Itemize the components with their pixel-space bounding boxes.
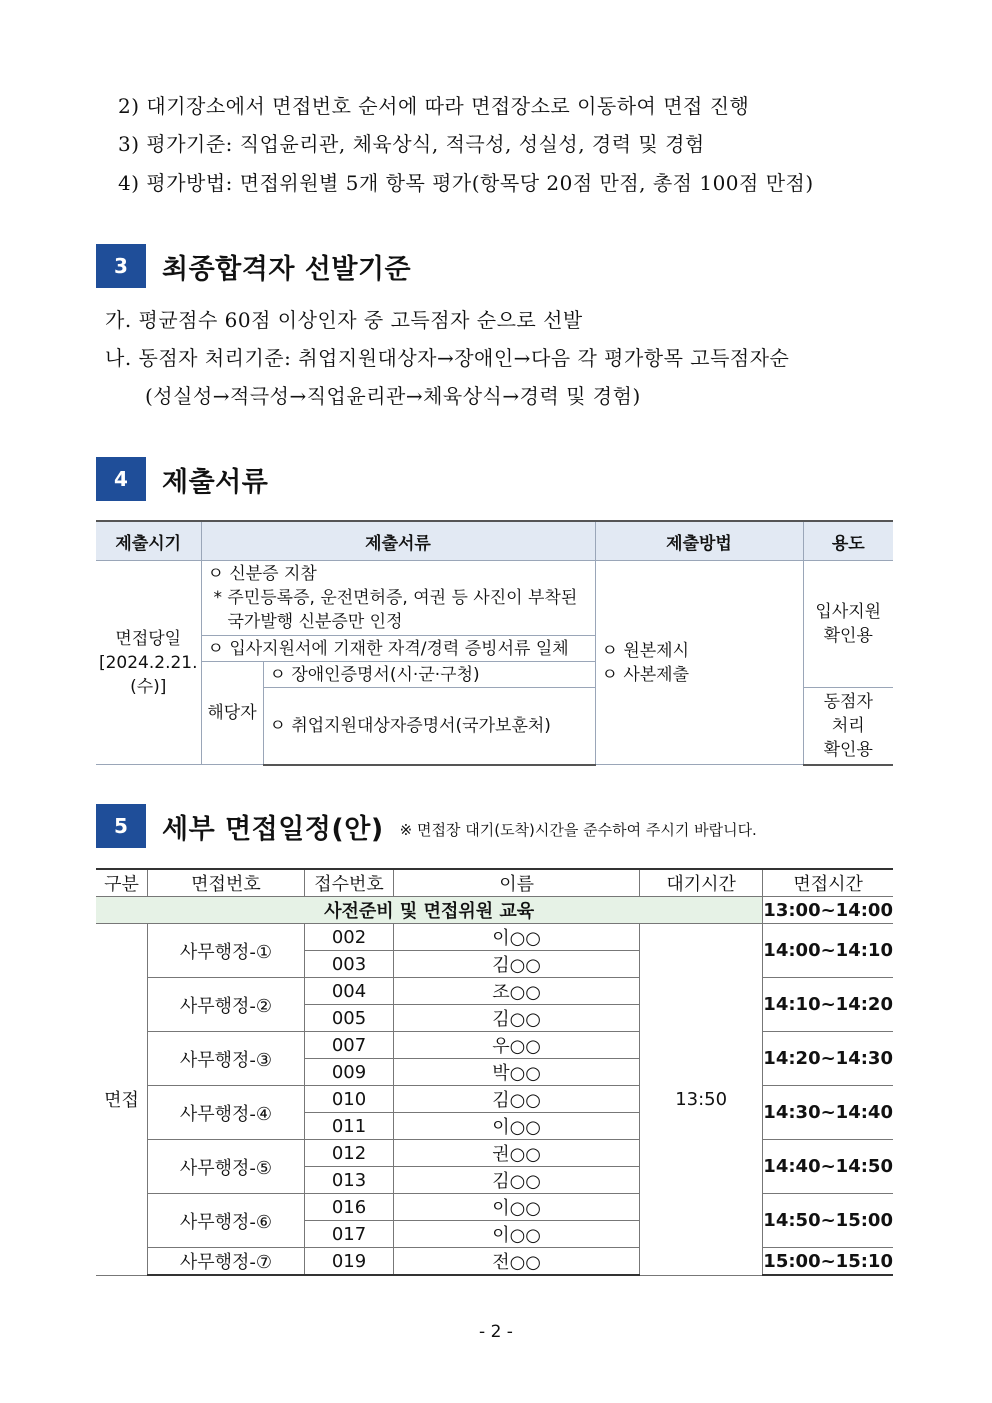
candidate-name: 이○○ [394, 1221, 640, 1248]
section-number: 3 [96, 244, 146, 288]
group-label: 사무행정-⑦ [148, 1248, 305, 1276]
candidate-name: 김○○ [394, 1005, 640, 1032]
use-line: 입사지원 [815, 602, 882, 622]
table-row [96, 1032, 893, 1059]
section-number: 4 [96, 457, 146, 501]
prep-label: 사전준비 및 면접위원 교육 [96, 897, 763, 924]
doc-id-card [201, 561, 595, 636]
prep-time: 13:00~14:00 [763, 897, 893, 924]
arrival-notice: ※ 면접장 대기(도착)시간을 준수하여 주시기 바랍니다. [399, 820, 757, 839]
doc-certificates: ㅇ 입사지원서에 기재한 자격/경력 증빙서류 일체 [201, 636, 595, 662]
method-item: ㅇ 원본제시 [601, 640, 690, 661]
section-number: 5 [96, 804, 146, 848]
period-line: [2024.2.21. [98, 652, 198, 673]
eval-item-2: 2) 대기장소에서 면접번호 순서에 따라 면접장소로 이동하여 면접 진행 [118, 94, 750, 118]
group-label: 사무행정-① [148, 924, 305, 978]
submission-method [595, 561, 803, 765]
candidate-name: 박○○ [394, 1059, 640, 1086]
receipt-number: 013 [304, 1167, 393, 1194]
interview-time: 14:40~14:50 [763, 1140, 893, 1194]
header-cell: 면접번호 [148, 869, 305, 897]
section-5-header [96, 804, 757, 848]
table-row [96, 1194, 893, 1221]
candidate-name: 김○○ [394, 1167, 640, 1194]
receipt-number: 003 [304, 951, 393, 978]
receipt-number: 007 [304, 1032, 393, 1059]
header-cell: 이름 [394, 869, 640, 897]
receipt-number: 011 [304, 1113, 393, 1140]
section-title: 최종합격자 선발기준 [162, 253, 412, 285]
header-cell: 대기시간 [640, 869, 763, 897]
period-line: (수)] [130, 676, 167, 697]
header-cell: 제출서류 [201, 521, 595, 561]
doc-disability-cert: ㅇ 장애인증명서(시·군·구청) [263, 662, 595, 688]
candidate-name: 우○○ [394, 1032, 640, 1059]
period-line: 면접당일 [115, 628, 182, 649]
interview-time: 14:20~14:30 [763, 1032, 893, 1086]
candidate-name: 이○○ [394, 924, 640, 951]
use-line: 동점자 [823, 691, 873, 712]
use-application-check [803, 561, 893, 688]
header-cell: 제출시기 [96, 521, 201, 561]
table-row [96, 1086, 893, 1113]
candidate-name: 이○○ [394, 1113, 640, 1140]
receipt-number: 002 [304, 924, 393, 951]
criteria-line-a: 가. 평균점수 60점 이상인자 중 고득점자 순으로 선발 [105, 308, 583, 332]
wait-time: 13:50 [640, 924, 763, 1276]
section-title: 제출서류 [162, 466, 269, 498]
section-title: 세부 면접일정(안) [162, 813, 384, 845]
header-cell: 제출방법 [595, 521, 803, 561]
table-row [96, 1140, 893, 1167]
criteria-line-b2: (성실성→적극성→직업윤리관→체육상식→경력 및 경험) [145, 384, 641, 408]
doc-note: 국가발행 신분증만 인정 [227, 612, 403, 632]
section-4-header [96, 457, 268, 501]
receipt-number: 010 [304, 1086, 393, 1113]
header-cell: 구분 [96, 869, 148, 897]
use-line: 확인용 [823, 626, 873, 646]
table-row [96, 924, 893, 951]
use-line: 처리 [831, 715, 865, 736]
page-number: - 2 - [479, 1322, 513, 1342]
header-cell: 면접시간 [763, 869, 893, 897]
table-header-row [96, 869, 893, 897]
group-label: 사무행정-⑤ [148, 1140, 305, 1194]
prep-row [96, 897, 893, 924]
section-3-header [96, 244, 411, 288]
interview-schedule-table [96, 868, 893, 1276]
table-row [96, 1248, 893, 1276]
candidate-name: 전○○ [394, 1248, 640, 1276]
table-row [96, 978, 893, 1005]
group-label: 사무행정-② [148, 978, 305, 1032]
group-label: 사무행정-④ [148, 1086, 305, 1140]
receipt-number: 005 [304, 1005, 393, 1032]
candidate-name: 김○○ [394, 951, 640, 978]
interview-time: 14:00~14:10 [763, 924, 893, 978]
receipt-number: 012 [304, 1140, 393, 1167]
header-cell: 접수번호 [304, 869, 393, 897]
receipt-number: 016 [304, 1194, 393, 1221]
eval-item-3: 3) 평가기준: 직업윤리관, 체육상식, 적극성, 성실성, 경력 및 경험 [118, 132, 705, 156]
group-label: 사무행정-⑥ [148, 1194, 305, 1248]
receipt-number: 009 [304, 1059, 393, 1086]
doc-employment-support-cert: ㅇ 취업지원대상자증명서(국가보훈처) [263, 688, 595, 765]
table-header-row [96, 521, 893, 561]
group-label: 사무행정-③ [148, 1032, 305, 1086]
header-cell: 용도 [803, 521, 893, 561]
use-tie-break-check [803, 688, 893, 765]
applicable-label: 해당자 [201, 662, 263, 765]
doc-note: * 주민등록증, 운전면허증, 여권 등 사진이 부착된 [213, 588, 578, 608]
receipt-number: 017 [304, 1221, 393, 1248]
candidate-name: 조○○ [394, 978, 640, 1005]
use-line: 확인용 [823, 739, 873, 760]
candidate-name: 권○○ [394, 1140, 640, 1167]
candidate-name: 김○○ [394, 1086, 640, 1113]
eval-item-4: 4) 평가방법: 면접위원별 5개 항목 평가(항목당 20점 만점, 총점 100점 만점) [118, 171, 814, 195]
candidate-name: 이○○ [394, 1194, 640, 1221]
category-cell: 면접 [96, 924, 148, 1276]
interview-time: 15:00~15:10 [763, 1248, 893, 1276]
doc-item: ㅇ 신분증 지참 [207, 564, 317, 584]
interview-time: 14:10~14:20 [763, 978, 893, 1032]
submission-period [96, 561, 201, 765]
receipt-number: 004 [304, 978, 393, 1005]
interview-time: 14:50~15:00 [763, 1194, 893, 1248]
documents-table [96, 520, 893, 766]
method-item: ㅇ 사본제출 [601, 664, 690, 685]
receipt-number: 019 [304, 1248, 393, 1276]
criteria-line-b: 나. 동점자 처리기준: 취업지원대상자→장애인→다음 각 평가항목 고득점자순 [105, 346, 790, 370]
interview-time: 14:30~14:40 [763, 1086, 893, 1140]
